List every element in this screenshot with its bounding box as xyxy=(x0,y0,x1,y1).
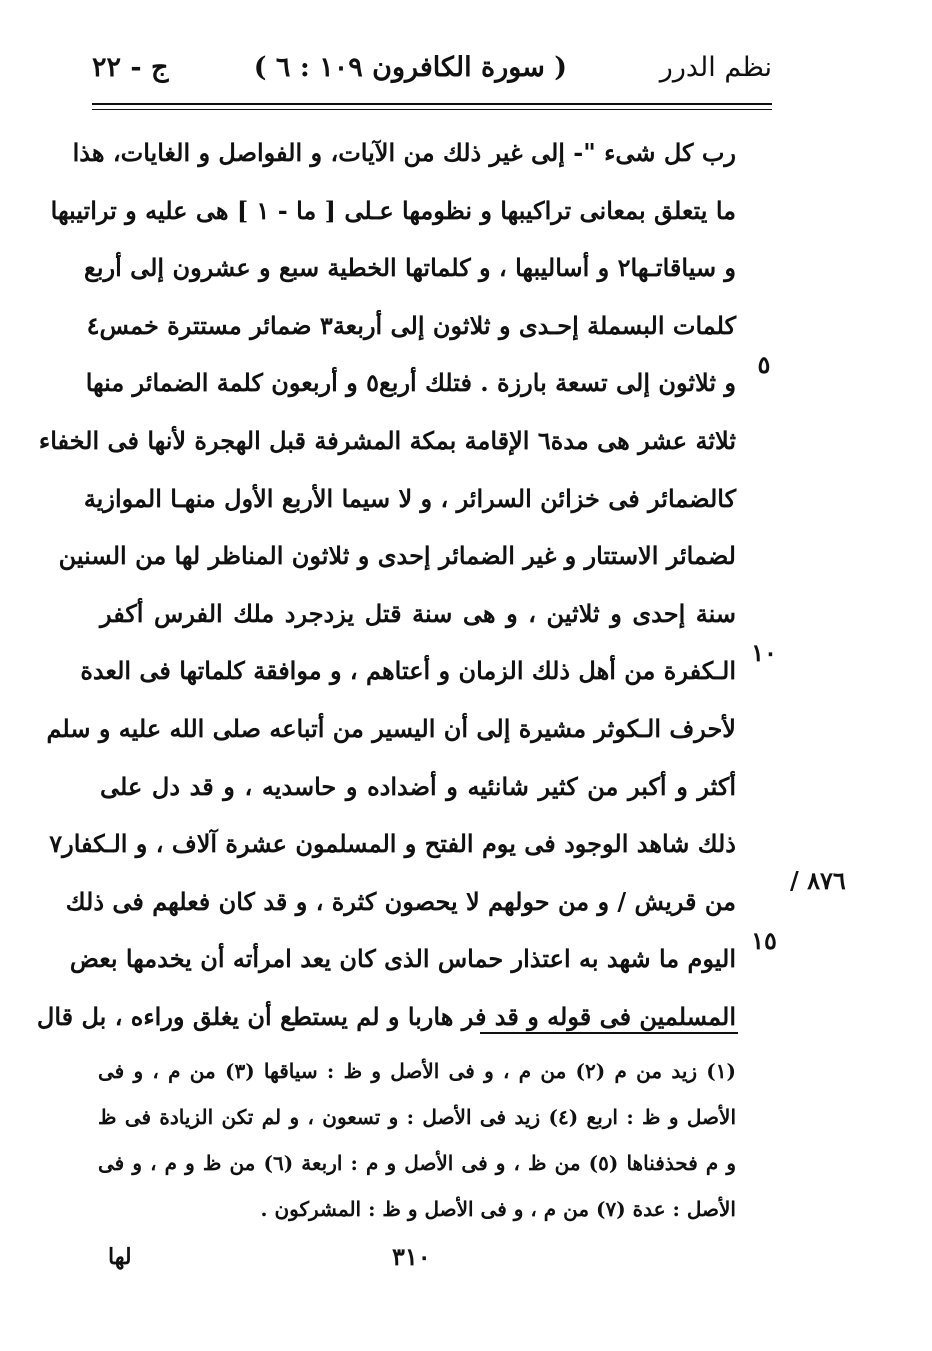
text-line: أكثر و أكبر من كثير شانئيه و أضداده و حاسديه ، و قد دل على xyxy=(100,771,736,801)
text-line: كالضمائر فى خزائن السرائر ، و لا سيما الأربع الأول منهـا الموازية xyxy=(83,483,736,513)
footnote-line: الأصل : عدة (٧) من م ، و فى الأصل و ظ : المشركون . xyxy=(260,1197,736,1221)
line-number-10: ١٠ xyxy=(751,638,777,667)
footnotes xyxy=(98,1048,736,1232)
surah-reference: ( سورة الكافرون ١٠٩ : ٦ ) xyxy=(253,52,567,83)
footnote-line: و م فحذفناها (٥) من ظ ، و فى الأصل و م : اربعة (٦) من ظ و م ، و فى xyxy=(98,1151,736,1175)
volume-number: ج - ٢٢ xyxy=(92,52,169,83)
footnote-line: الأصل و ظ : اربع (٤) زيد فى الأصل : و تسعون ، و لم تكن الزيادة فى ظ xyxy=(98,1105,736,1129)
text-line: ذلك شاهد الوجود فى يوم الفتح و المسلمون عشرة آلاف ، و الـكفار٧ xyxy=(49,829,736,859)
book-title: نظم الدرر xyxy=(659,52,772,83)
header-rule-thick xyxy=(92,103,772,105)
text-line: و ثلاثون إلى تسعة بارزة . فتلك أربع٥ و أربعون كلمة الضمائر منها xyxy=(85,368,736,398)
header-rule-thin xyxy=(92,109,772,110)
running-header xyxy=(92,52,772,96)
footnote-separator xyxy=(480,1032,738,1034)
line-number-15: ١٥ xyxy=(751,926,777,955)
text-line: اليوم ما شهد به اعتذار حماس الذى كان يعد امرأته أن يخدمها بعض xyxy=(69,944,736,974)
text-line: المسلمين فى قوله و قد فر هاربا و لم يستطع أن يغلق وراءه ، بل قال xyxy=(36,1001,736,1031)
text-line: الـكفرة من أهل ذلك الزمان و أعتاهم ، و موافقة كلماتها فى العدة xyxy=(80,656,736,686)
manuscript-folio-marker: ٨٧٦ / xyxy=(790,866,846,895)
text-line: ما يتعلق بمعانى تراكيبها و نظومها عـلى [ ما - ١ ] هى عليه و تراتيبها xyxy=(50,195,736,225)
line-number-5: ٥ xyxy=(757,350,771,379)
footnote-line: (١) زيد من م (٢) من م ، و فى الأصل و ظ : سياقها (٣) من م ، و فى xyxy=(98,1059,736,1083)
text-line: رب كل شىء "- إلى غير ذلك من الآيات، و الفواصل و الغايات، هذا xyxy=(72,138,736,167)
text-line: لضمائر الاستتار و غير الضمائر إحدى و ثلاثون المناظر لها من السنين xyxy=(58,541,736,571)
text-line: لأحرف الـكوثر مشيرة إلى أن اليسير من أتباعه صلى الله عليه و سلم xyxy=(46,713,736,743)
page-number: ٣١٠ xyxy=(392,1242,431,1271)
text-line: سنة إحدى و ثلاثين ، و هى سنة قتل يزدجرد ملك الفرس أكفر xyxy=(100,598,736,628)
text-line: كلمات البسملة إحـدى و ثلاثون إلى أربعة٣ ضمائر مستترة خمس٤ xyxy=(86,310,736,340)
text-line: من قريش / و من حولهم لا يحصون كثرة ، و قد كان فعلهم فى ذلك xyxy=(65,886,736,916)
text-line: و سياقاتـها٢ و أساليبها ، و كلماتها الخطية سبع و عشرون إلى أربع xyxy=(84,253,736,283)
main-text xyxy=(36,124,736,1046)
text-line: ثلاثة عشر هى مدة٦ الإقامة بمكة المشرفة قبل الهجرة لأنها فى الخفاء xyxy=(38,425,736,455)
catchword: لها xyxy=(108,1244,132,1270)
